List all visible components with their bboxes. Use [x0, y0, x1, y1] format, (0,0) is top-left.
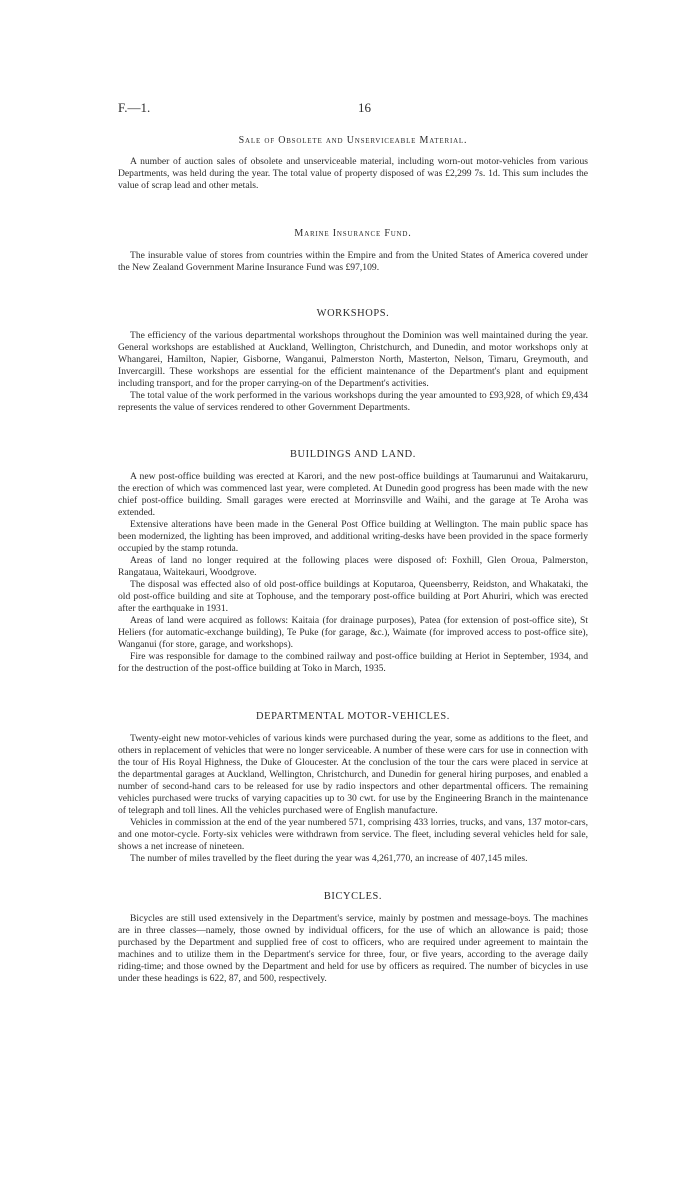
section-sale-of-obsolete-material: [118, 135, 588, 192]
section-heading: DEPARTMENTAL MOTOR-VEHICLES.: [256, 711, 450, 722]
paragraph: The disposal was effected also of old post-office buildings at Koputaroa, Queensberry, Reidston, and Whakataki, the old post-office building and site at Tophouse, and the temporary post-office building at Port Ahuriri, which was erected after the earthquake in 1931.: [118, 579, 588, 614]
paragraph: Areas of land no longer required at the following places were disposed of: Foxhill, Glen Oroua, Palmerston, Rangataua, Waitekauri, Woodgrove.: [118, 555, 588, 578]
section-bicycles: [118, 891, 588, 985]
page-number: 16: [358, 100, 371, 115]
paragraph: A number of auction sales of obsolete and unserviceable material, including worn-out motor-vehicles from various Departments, was held during the year. The total value of property disposed of was £2,299 7s. 1d. This sum includes the value of scrap lead and other metals.: [118, 156, 588, 191]
section-marine-insurance-fund: [118, 228, 588, 274]
section-departmental-motor-vehicles: [118, 711, 588, 865]
paragraph: The insurable value of stores from countries within the Empire and from the United States of America covered under the New Zealand Government Marine Insurance Fund was £97,109.: [118, 250, 588, 273]
paragraph: A new post-office building was erected at Karori, and the new post-office buildings at Taumarunui and Waitakaruru, the erection of which was commenced last year, were completed. At Dunedin good progress has been made with the new chief post-office building. Small garages were erected at Morrinsville and Waihi, and the garage at Te Aroha was extended.: [118, 471, 588, 518]
section-workshops: [118, 308, 588, 414]
section-heading: Sale of Obsolete and Unserviceable Material.: [238, 135, 468, 146]
paragraph: Vehicles in commission at the end of the year numbered 571, comprising 433 lorries, trucks, and vans, 137 motor-cars, and one motor-cycle. Forty-six vehicles were withdrawn from service. The fleet, including several vehicles held for sale, shows a net increase of nineteen.: [118, 817, 588, 852]
paragraph: The efficiency of the various departmental workshops throughout the Dominion was well maintained during the year. General workshops are established at Auckland, Wellington, Christchurch, and Dunedin, and motor workshops only at Whangarei, Hamilton, Napier, Gisborne, Wanganui, Palmerston North, Masterton, Nelson, Timaru, Greymouth, and Invercargill. These workshops are essential for the efficient maintenance of the Department's plant and equipment including transport, and for the proper carrying-on of the Department's activities.: [118, 330, 588, 389]
paragraph: Twenty-eight new motor-vehicles of various kinds were purchased during the year, some as additions to the fleet, and others in replacement of vehicles that were no longer serviceable. A number of these were cars for use in connection with the tour of His Royal Highness, the Duke of Gloucester. At the conclusion of the tour the cars were placed in service at the departmental garages at Auckland, Wellington, Christchurch, and Dunedin for general hiring purposes, and enabled a number of second-hand cars to be released for use by radio inspectors and other departmental officers. The remaining vehicles purchased were trucks of varying capacities up to 30 cwt. for use by the Engineering Branch in the maintenance of telegraph and toll lines. All the vehicles purchased were of English manufacture.: [118, 733, 588, 816]
section-heading: BICYCLES.: [323, 891, 383, 902]
paragraph: Extensive alterations have been made in the General Post Office building at Wellington. The main public space has been modernized, the lighting has been improved, and additional writing-desks have been provided in the space formerly occupied by the stamp rotunda.: [118, 519, 588, 554]
paragraph: Bicycles are still used extensively in the Department's service, mainly by postmen and message-boys. The machines are in three classes—namely, those owned by individual officers, for the use of which an allowance is paid; those purchased by the Department and supplied free of cost to officers, who are required under agreement to maintain the machines and to utilize them in the Department's service for three, four, or five years, according to the average daily riding-time; and those owned by the Department and held for use by officers as required. The number of bicycles in use under these headings is 622, 87, and 500, respectively.: [118, 913, 588, 984]
page-header: [118, 102, 588, 118]
paragraph: Fire was responsible for damage to the combined railway and post-office building at Heriot in September, 1934, and for the destruction of the post-office building at Toko in March, 1935.: [118, 651, 588, 674]
section-heading: BUILDINGS AND LAND.: [290, 449, 416, 460]
paragraph: The total value of the work performed in the various workshops during the year amounted to £93,928, of which £9,434 represents the value of services rendered to other Government Departments.: [118, 390, 588, 413]
section-buildings-and-land: [118, 449, 588, 675]
section-heading: Marine Insurance Fund.: [294, 228, 412, 239]
paragraph: Areas of land were acquired as follows: Kaitaia (for drainage purposes), Patea (for extension of post-office site), St Heliers (for automatic-exchange building), Te Puke (for garage, &c.), Waimate (for improved access to post-office site), Wanganui (for store, garage, and workshops).: [118, 615, 588, 650]
paragraph: The number of miles travelled by the fleet during the year was 4,261,770, an increase of 407,145 miles.: [130, 853, 528, 864]
document-body: [118, 130, 588, 985]
document-reference: F.—1.: [118, 100, 151, 115]
section-heading: WORKSHOPS.: [316, 308, 390, 319]
